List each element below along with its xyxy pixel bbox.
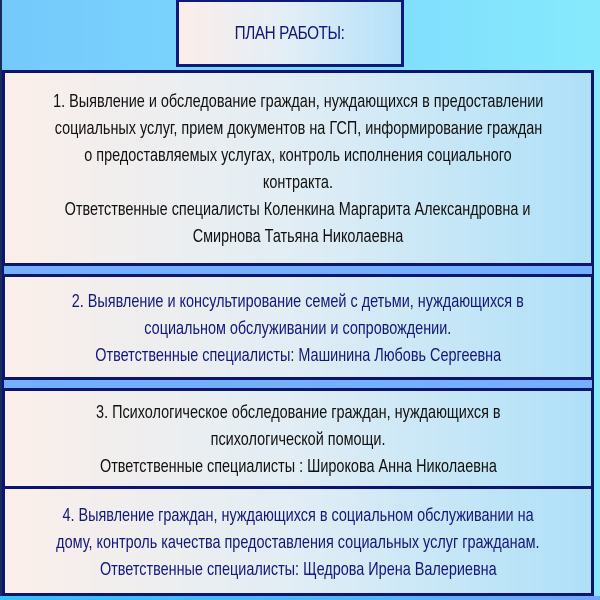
item-2-responsible: Ответственные специалисты: Машинина Любовь Сергеевна (95, 343, 501, 365)
item-3-responsible: Ответственные специалисты : Широкова Анна Николаевна (99, 455, 497, 476)
item-1-line-2: социальных услуг, прием документов на ГСП, информирование граждан (54, 117, 542, 138)
item-3-line-2: психологической помощи. (210, 428, 386, 449)
bottom-strip (0, 596, 600, 600)
item-1-responsible: Ответственные специалисты Коленкина Маргарита Александровна и (65, 198, 531, 219)
item-2-line-2: социальном обслуживании и сопровождении. (144, 316, 452, 338)
item-4-responsible: Ответственные специалисты: Щедрова Ирена Валериевна (99, 557, 497, 579)
item-4-line-1: 4. Выявление граждан, нуждающихся в социальном обслуживании на (62, 503, 534, 525)
item-1-line-1: 1. Выявление и обследование граждан, нуждающихся в предоставлении (52, 90, 544, 111)
item-4-line-2: дому, контроль качества предоставления социальных услуг гражданам. (56, 530, 540, 552)
plan-item-3 (2, 388, 594, 489)
item-1-line-4: контракта. (262, 171, 334, 192)
item-1-responsible-cont: Смирнова Татьяна Николаевна (192, 225, 404, 246)
plan-item-1 (2, 70, 594, 266)
item-1-line-3: о предоставляемых услугах, контроль исполнения социального (84, 144, 512, 165)
item-2-line-1: 2. Выявление и консультирование семей с детьми, нуждающихся в (71, 289, 525, 311)
page-title: ПЛАН РАБОТЫ: (235, 22, 345, 43)
divider-band (2, 380, 594, 388)
plan-item-4 (2, 486, 594, 596)
plan-item-2 (2, 274, 594, 380)
divider-band (2, 266, 594, 274)
item-3-line-1: 3. Психологическое обследование граждан, нуждающихся в (95, 401, 501, 422)
plan-title-box (176, 0, 404, 67)
